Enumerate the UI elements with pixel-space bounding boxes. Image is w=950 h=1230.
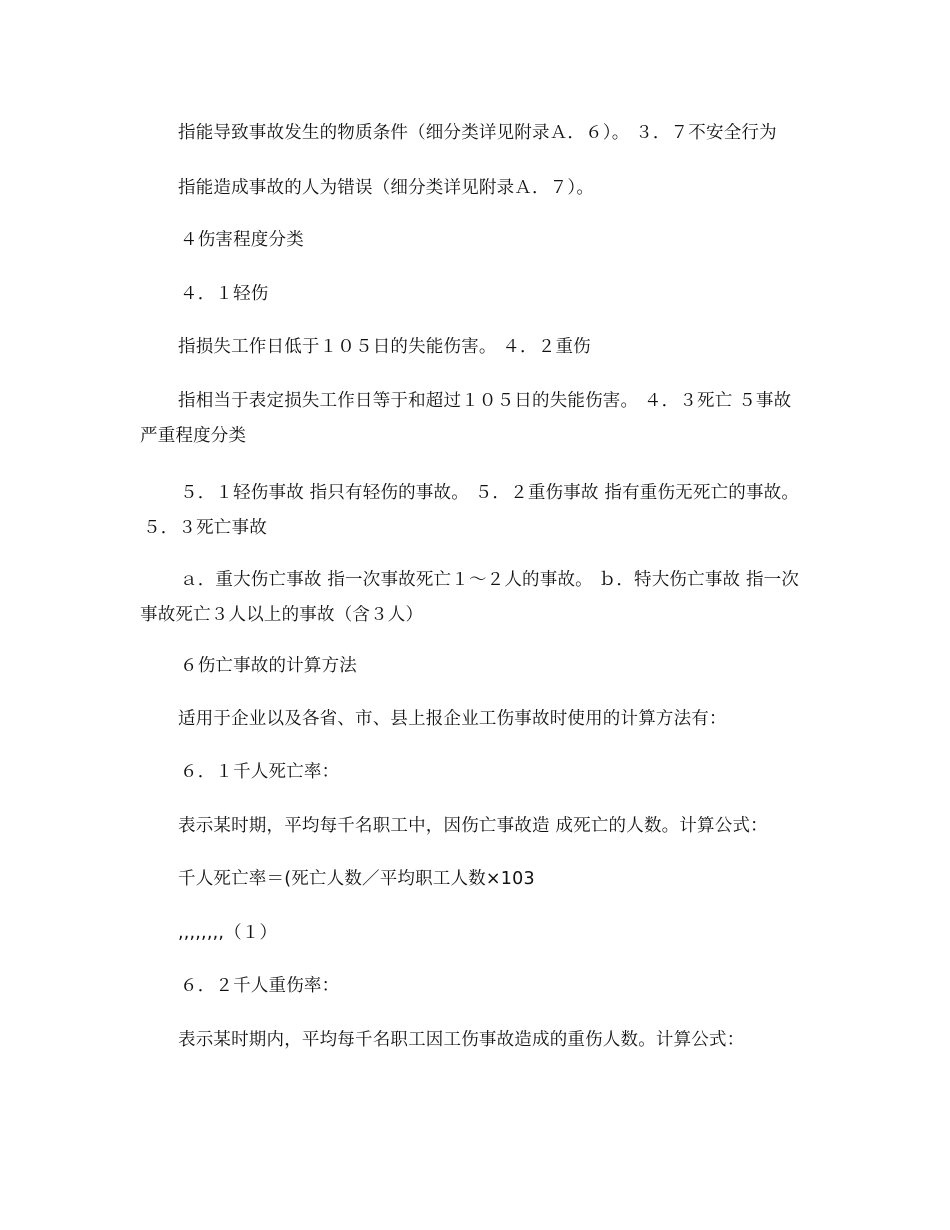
- subsection-heading: ６．１千人死亡率：: [180, 762, 340, 782]
- paragraph-line: ５．３死亡事故: [143, 518, 267, 538]
- paragraph: [140, 563, 820, 633]
- paragraph-line: ５．１轻伤事故 指只有轻伤的事故。 ５．２重伤事故 指有重伤无死亡的事故。: [180, 483, 800, 503]
- paragraph-line: 表示某时期，平均每千名职工中，因伤亡事故造 成死亡的人数。计算公式：: [178, 816, 768, 836]
- paragraph: [140, 476, 820, 546]
- paragraph-line: 指能造成事故的人为错误（细分类详见附录Ａ．７）。: [178, 178, 595, 198]
- paragraph-line: 表示某时期内，平均每千名职工因工伤事故造成的重伤人数。计算公式：: [178, 1030, 745, 1050]
- paragraph-line: 指相当于表定损失工作日等于和超过１０５日的失能伤害。 ４．３死亡 ５事故: [178, 391, 792, 411]
- section-heading: ４伤害程度分类: [180, 230, 304, 250]
- formula-number: ,,,,,,,,（１）: [178, 923, 278, 943]
- subsection-heading: ６．２千人重伤率：: [180, 976, 340, 996]
- paragraph-line: 指能导致事故发生的物质条件（细分类详见附录Ａ．６）。 ３．７不安全行为: [178, 123, 777, 143]
- paragraph: [140, 384, 820, 454]
- paragraph-line: 指损失工作日低于１０５日的失能伤害。 ４．２重伤: [178, 337, 591, 357]
- paragraph-line: 适用于企业以及各省、市、县上报企业工伤事故时使用的计算方法有：: [178, 709, 727, 729]
- section-heading: ６伤亡事故的计算方法: [180, 656, 357, 676]
- paragraph-line: 严重程度分类: [140, 426, 247, 446]
- formula-line: 千人死亡率＝(死亡人数／平均职工人数×103: [178, 869, 535, 889]
- paragraph-line: ａ．重大伤亡事故 指一次事故死亡１～２人的事故。 ｂ．特大伤亡事故 指一次: [180, 570, 800, 590]
- subsection-heading: ４．１轻伤: [180, 284, 269, 304]
- paragraph-line: 事故死亡３人以上的事故（含３人）: [140, 605, 424, 625]
